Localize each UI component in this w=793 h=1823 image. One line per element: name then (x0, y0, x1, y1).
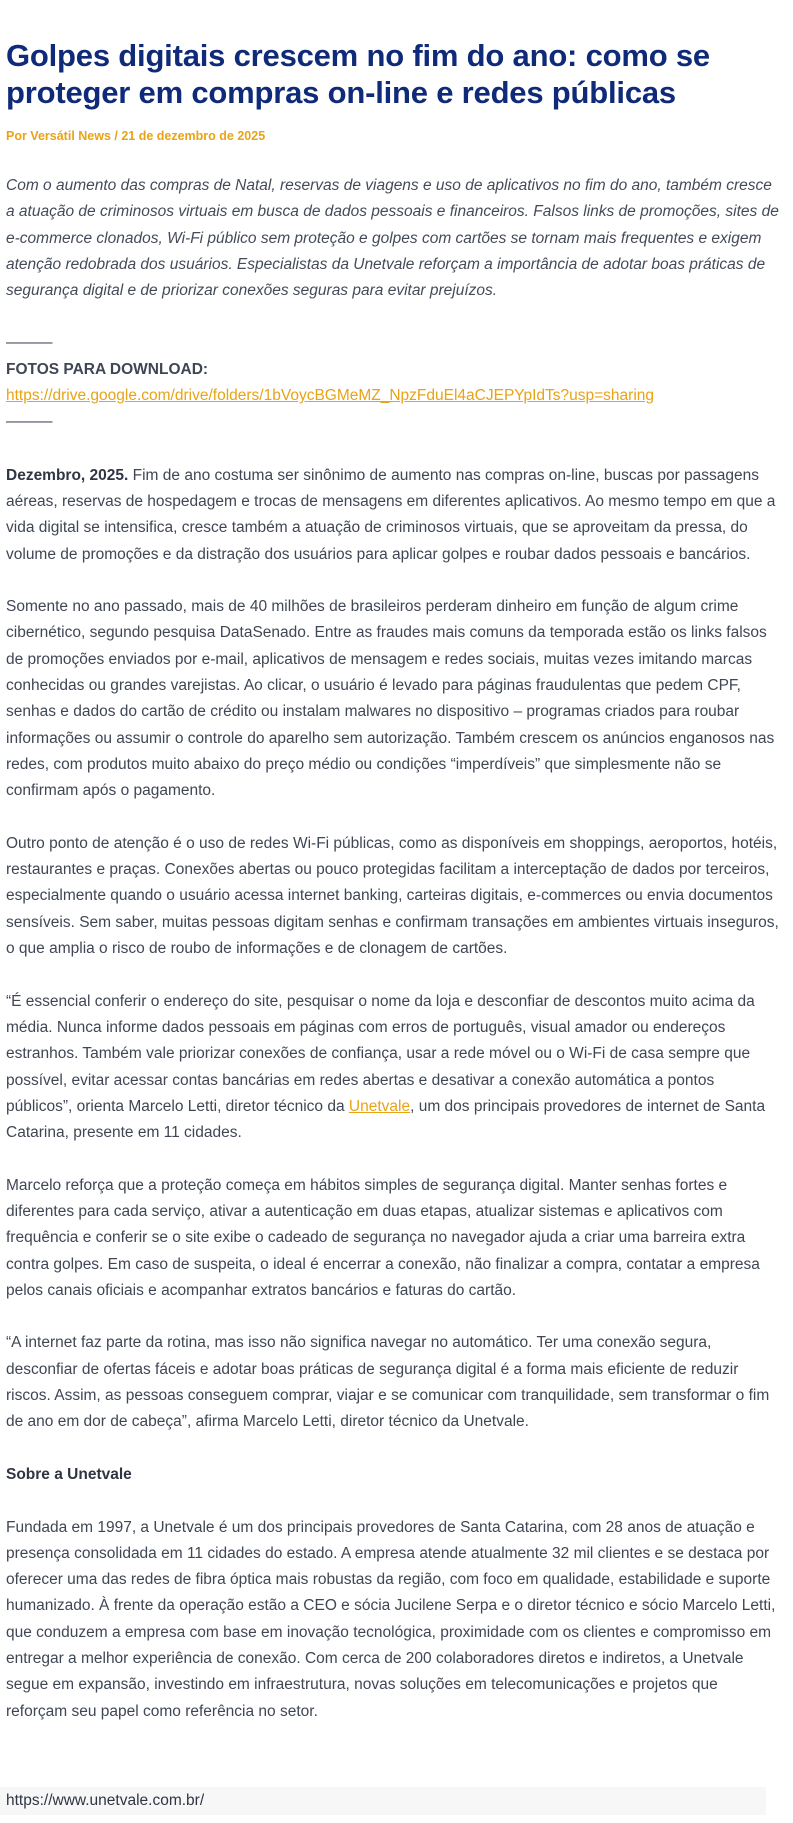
article-byline: Por Versátil News / 21 de dezembro de 2025 (6, 129, 266, 143)
footer-url[interactable]: https://www.unetvale.com.br/ (0, 1787, 766, 1815)
unetvale-link[interactable]: Unetvale (348, 1097, 411, 1115)
paragraph-6: “A internet faz parte da rotina, mas isso não significa navegar no automático. Ter uma conexão segura, desconfiar de ofertas fáceis e adotar boas práticas de segurança digital é a forma mais eficiente de reduzir riscos. Assim, as pessoas conseguem comprar, viajar e se comunicar com tranquilidade, sem transformar o fim de ano em dor de cabeça”, afirma Marcelo Letti, diretor técnico da Unetvale. (6, 1334, 770, 1431)
paragraph-1-text: Fim de ano costuma ser sinônimo de aumento nas compras on-line, buscas por passagens aéreas, reservas de hospedagem e trocas de mensagens em diferentes aplicativos. Ao mesmo tempo em que a vida digital se intensifica, cresce também a atuação de criminosos virtuais, que se aproveitam da pressa, do volume de promoções e da distração dos usuários para aplicar golpes e roubar dados pessoais e bancários. (6, 466, 776, 563)
photos-download-link[interactable]: https://drive.google.com/drive/folders/1bVoycBGMeMZ_NpzFduEl4aCJEPYpIdTs?usp=sharing (6, 387, 655, 405)
photos-block (6, 330, 781, 435)
separator-bottom: ——— (6, 413, 53, 431)
photos-label: FOTOS PARA DOWNLOAD: (6, 360, 209, 378)
paragraph-4 (6, 989, 781, 1147)
paragraph-3: Outro ponto de atenção é o uso de redes Wi-Fi públicas, como as disponíveis em shoppings, aeroportos, hotéis, restaurantes e praças. Conexões abertas ou pouco protegidas facilitam a interceptação de dados por terceiros, especialmente quando o usuário acessa internet banking, carteiras digitais, e-commerces ou envia documentos sensíveis. Sem saber, muitas pessoas digitam senhas e confirmam transações em ambientes virtuais inseguros, o que amplia o risco de roubo de informações e de clonagem de cartões. (6, 834, 779, 958)
separator-top: ——— (6, 334, 53, 352)
paragraph-4-text-after: , um dos principais provedores de internet de Santa Catarina, presente em 11 cidades. (6, 1097, 766, 1142)
article-lead: Com o aumento das compras de Natal, reservas de viagens e uso de aplicativos no fim do ano, também cresce a atuação de criminosos virtuais em busca de dados pessoais e financeiros. Falsos links de promoções, sites de e-commerce clonados, Wi-Fi público sem proteção e golpes com cartões se tornam mais frequentes e exigem atenção redobrada dos usuários. Especialistas da Unetvale reforçam a importância de adotar boas práticas de segurança digital e de priorizar conexões seguras para evitar prejuízos. (6, 177, 779, 300)
paragraph-2: Somente no ano passado, mais de 40 milhões de brasileiros perderam dinheiro em função de algum crime cibernético, segundo pesquisa DataSenado. Entre as fraudes mais comuns da temporada estão os links falsos de promoções enviados por e-mail, aplicativos de mensagem e redes sociais, muitas vezes imitando marcas conhecidas ou grandes varejistas. Ao clicar, o usuário é levado para páginas fraudulentas que pedem CPF, senhas e dados do cartão de crédito ou instalam malwares no dispositivo – programas criados para roubar informações ou assumir o controle do aparelho sem autorização. Também crescem os anúncios enganosos nas redes, com produtos muito abaixo do preço médio ou condições “imperdíveis” que simplesmente não se confirmam após o pagamento. (6, 598, 775, 800)
paragraph-7: Fundada em 1997, a Unetvale é um dos principais provedores de Santa Catarina, com 28 anos de atuação e presença consolidada em 11 cidades do estado. A empresa atende atualmente 32 mil clientes e se destaca por oferecer uma das redes de fibra óptica mais robustas da região, com foco em qualidade, estabilidade e suporte humanizado. À frente da operação estão a CEO e sócia Jucilene Serpa e o diretor técnico e sócio Marcelo Letti, que conduzem a empresa com base em inovação tecnológica, proximidade com os clientes e compromisso em entregar a melhor experiência de conexão. Com cerca de 200 colaboradores diretos e indiretos, a Unetvale segue em expansão, investindo em infraestrutura, novas soluções em telecomunicações e projetos que reforçam seu papel como referência no setor. (6, 1518, 776, 1720)
about-heading: Sobre a Unetvale (6, 1465, 132, 1483)
paragraph-1 (6, 463, 781, 568)
dateline: Dezembro, 2025. (6, 466, 129, 484)
article-title: Golpes digitais crescem no fim do ano: como se proteger em compras on-line e redes públicas (6, 38, 710, 110)
paragraph-4-text-before: “É essencial conferir o endereço do site, pesquisar o nome da loja e desconfiar de descontos muito acima da média. Nunca informe dados pessoais em páginas com erros de português, visual amador ou endereços estranhos. Também vale priorizar conexões de confiança, usar a rede móvel ou o Wi-Fi de casa sempre que possível, evitar acessar contas bancárias em redes abertas e desativar a conexão automática a pontos públicos”, orienta Marcelo Letti, diretor técnico da (6, 992, 755, 1115)
article (6, 0, 781, 1725)
paragraph-5: Marcelo reforça que a proteção começa em hábitos simples de segurança digital. Manter senhas fortes e diferentes para cada serviço, ativar a autenticação em duas etapas, atualizar sistemas e aplicativos com frequência e conferir se o site exibe o cadeado de segurança no navegador ajuda a criar uma barreira extra contra golpes. Em caso de suspeita, o ideal é encerrar a conexão, não finalizar a compra, contatar a empresa pelos canais oficiais e acompanhar extratos bancários e faturas do cartão. (6, 1176, 760, 1299)
